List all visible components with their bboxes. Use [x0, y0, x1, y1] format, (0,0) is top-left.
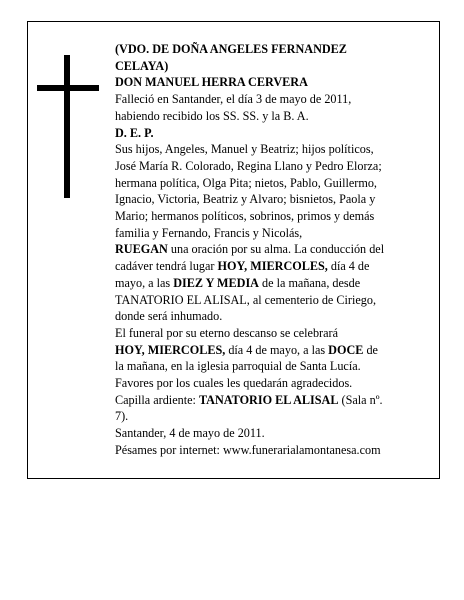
- capilla-line: 7).: [115, 409, 129, 424]
- cross-icon-bar: [37, 85, 99, 91]
- death-line: Falleció en Santander, el día 3 de mayo de 2011,: [115, 92, 352, 107]
- ruegan-rest: una oración por su alma. La conducción del: [167, 242, 385, 257]
- date-line: Santander, 4 de mayo de 2011.: [115, 426, 265, 441]
- funeral-bold-time: DOCE: [328, 342, 364, 357]
- family-line: familia y Fernando, Francis y Nicolás,: [115, 225, 303, 240]
- conduccion-rest: día 4 de: [327, 259, 370, 274]
- funeral-bold: HOY, MIERCOLES,: [115, 342, 226, 357]
- funeral-line: la mañana, en la iglesia parroquial de Santa Lucía.: [115, 359, 361, 374]
- ruegan-line: [115, 241, 420, 258]
- family-line: José María R. Colorado, Regina Llano y Pedro Elorza;: [115, 158, 382, 173]
- conduccion-text: cadáver tendrá lugar: [115, 259, 218, 274]
- funeral-line: [115, 342, 420, 359]
- family-line: hermana política, Olga Pita; nietos, Pablo, Guillermo,: [115, 175, 377, 190]
- deceased-name: DON MANUEL HERRA CERVERA: [115, 75, 308, 90]
- header-line: CELAYA): [115, 58, 169, 73]
- conduccion-bold: DIEZ Y MEDIA: [173, 275, 259, 290]
- capilla-rest: (Sala nº.: [338, 392, 383, 407]
- conduccion-text: mayo, a las: [115, 275, 174, 290]
- obituary-text: [115, 41, 420, 459]
- favores-line: Favores por los cuales les quedarán agradecidos.: [115, 376, 353, 391]
- conduccion-line: donde será inhumado.: [115, 309, 223, 324]
- capilla-bold: TANATORIO EL ALISAL: [198, 392, 339, 407]
- header-line: (VDO. DE DOÑA ANGELES FERNANDEZ: [115, 42, 347, 56]
- funeral-line: El funeral por su eterno descanso se celebrará: [115, 325, 338, 340]
- ruegan-bold: RUEGAN: [115, 242, 168, 257]
- cross-icon: [64, 55, 70, 198]
- family-line: Sus hijos, Angeles, Manuel y Beatriz; hijos políticos,: [115, 142, 374, 157]
- family-line: Ignacio, Victoria, Beatriz y Alvaro; bisnietos, Paola y: [115, 192, 376, 207]
- conduccion-bold: HOY, MIERCOLES,: [217, 259, 328, 274]
- family-line: Mario; hermanos políticos, sobrinos, primos y demás: [115, 209, 375, 224]
- dep-line: D. E. P.: [115, 125, 154, 140]
- funeral-text: día 4 de mayo, a las: [225, 342, 329, 357]
- conduccion-rest: de la mañana, desde: [259, 275, 361, 290]
- conduccion-line: [115, 258, 420, 275]
- funeral-rest: de: [363, 342, 378, 357]
- pesames-line: Pésames por internet: www.funerarialamontanesa.com: [115, 442, 381, 457]
- conduccion-line: [115, 275, 420, 292]
- capilla-text: Capilla ardiente:: [115, 392, 199, 407]
- conduccion-line: TANATORIO EL ALISAL, al cementerio de Ciriego,: [115, 292, 376, 307]
- capilla-line: [115, 392, 420, 409]
- death-line: habiendo recibido los SS. SS. y la B. A.: [115, 108, 309, 123]
